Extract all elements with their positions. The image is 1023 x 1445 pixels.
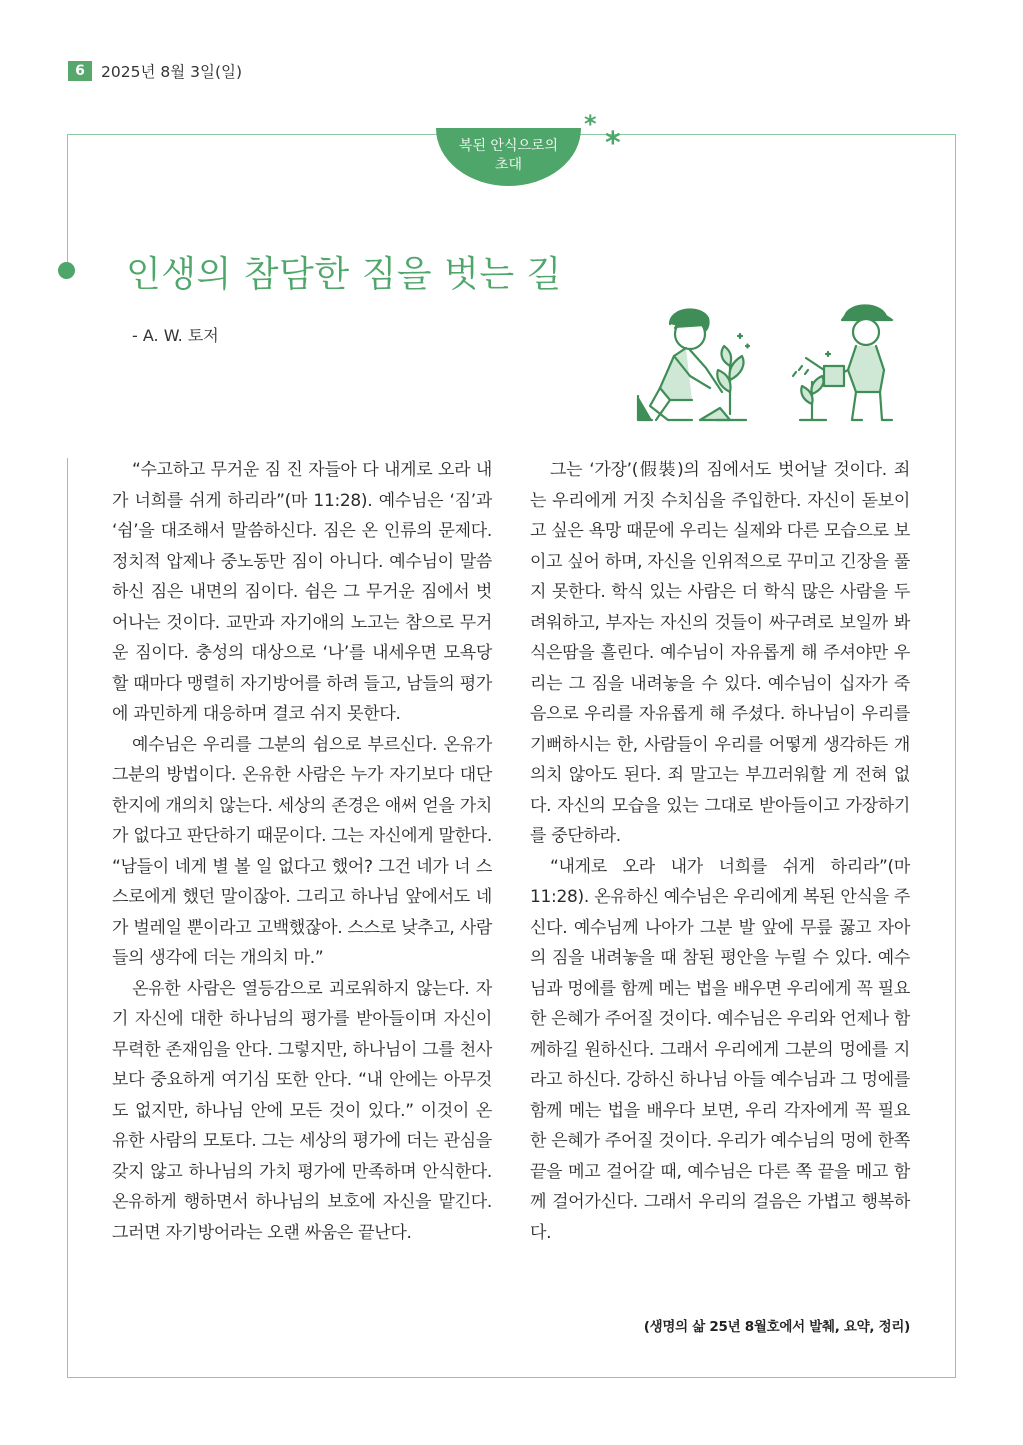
article-column-left [112,455,492,1248]
article-title: 인생의 참담한 짐을 벗는 길 [126,254,562,295]
article-paragraph: 예수님은 우리를 그분의 쉼으로 부르신다. 온유가 그분의 방법이다. 온유한 사람은 누가 자기보다 대단한지에 개의치 않는다. 세상의 존경은 애써 얻을 가치가 없다고 판단하기 때문이다. 그는 자신에게 말한다. “남들이 네게 별 볼 일 없다고 했어? 그건 네가 너 스스로에게 했던 말이잖아. 그리고 하나님 앞에서도 네가 벌레일 뿐이라고 고백했잖아. 스스로 낮추고, 사람들의 생각에 더는 개의치 마.” [112,734,492,968]
article-paragraph: 온유한 사람은 열등감으로 괴로워하지 않는다. 자기 자신에 대한 하나님의 평가를 받아들이며 자신이 무력한 존재임을 안다. 그렇지만, 하나님이 그를 천사보다 중요하게 여기심 또한 안다. “내 안에는 아무것도 없지만, 하나님 안에 모든 것이 있다.” 이것이 온유한 사람의 모토다. 그는 세상의 평가에 더는 관심을 갖지 않고 하나님의 가치 평가에 만족하며 안식한다. 온유하게 행하면서 하나님의 보호에 자신을 맡긴다. 그러면 자기방어라는 오랜 싸움은 끝난다. [112,978,492,1243]
article-author: - A. W. 토저 [132,326,219,345]
asterisk-icon: * [584,110,597,138]
article-paragraph: 그는 ‘가장’(假裝)의 짐에서도 벗어날 것이다. 죄는 우리에게 거짓 수치심을 주입한다. 자신이 돋보이고 싶은 욕망 때문에 우리는 실제와 다른 모습으로 보이고 싶어 하며, 자신을 인위적으로 꾸미고 긴장을 풀지 못한다. 학식 있는 사람은 더 학식 많은 사람을 두려워하고, 부자는 자신의 것들이 싸구려로 보일까 봐 식은땀을 흘린다. 예수님이 자유롭게 해 주셔야만 우리는 그 짐을 내려놓을 수 있다. 예수님이 십자가 죽음으로 우리를 자유롭게 해 주셨다. 하나님이 우리를 기뻐하시는 한, 사람들이 우리를 어떻게 생각하든 개의치 않아도 된다. 죄 말고는 부끄러워할 게 전혀 없다. 자신의 모습을 있는 그대로 받아들이고 가장하기를 중단하라. [530,460,910,846]
article-paragraph: “내게로 오라 내가 너희를 쉬게 하리라”(마 11:28). 온유하신 예수님은 우리에게 복된 안식을 주신다. 예수님께 나아가 그분 발 앞에 무릎 꿇고 자아의 짐을 내려놓을 때 참된 평안을 누릴 수 있다. 예수님과 멍에를 함께 메는 법을 배우면 우리에게 꼭 필요한 은혜가 주어질 것이다. 예수님은 우리와 언제나 함께하길 원하신다. 그래서 우리에게 그분의 멍에를 지라고 하신다. 강하신 하나님 아들 예수님과 그 멍에를 함께 메는 법을 배우다 보면, 우리 각자에게 꼭 필요한 은혜가 주어질 것이다. 우리가 예수님의 멍에 한쪽 끝을 메고 걸어갈 때, 예수님은 다른 쪽 끝을 메고 함께 걸어가신다. 그래서 우리의 걸음은 가볍고 행복하다. [530,856,910,1243]
frame-gap [63,272,71,458]
page-number: 6 [68,61,92,81]
section-badge-line1: 복된 안식으로의 [458,138,559,154]
issue-date: 2025년 8월 3일(일) [101,63,243,81]
section-badge-line2: 초대 [494,157,523,173]
page-header [68,60,242,82]
article-paragraph: “수고하고 무거운 짐 진 자들아 다 내게로 오라 내가 너희를 쉬게 하리라”(마 11:28). 예수님은 ‘짐’과 ‘쉼’을 대조해서 말씀하신다. 짐은 온 인류의 문제다. 정치적 압제나 중노동만 짐이 아니다. 예수님이 말씀하신 짐은 내면의 짐이다. 쉼은 그 무거운 짐에서 벗어나는 것이다. 교만과 자기애의 노고는 참으로 무거운 짐이다. 충성의 대상으로 ‘나’를 내세우면 모욕당할 때마다 맹렬히 자기방어를 하려 들고, 남들의 평가에 과민하게 대응하며 결코 쉬지 못한다. [112,460,492,724]
source-note: (생명의 삶 25년 8월호에서 발췌, 요약, 정리) [643,1319,910,1335]
asterisk-icon: * [605,126,621,161]
title-dot-icon [58,262,75,279]
gardening-people-icon [630,296,915,431]
article-column-right [530,455,910,1248]
